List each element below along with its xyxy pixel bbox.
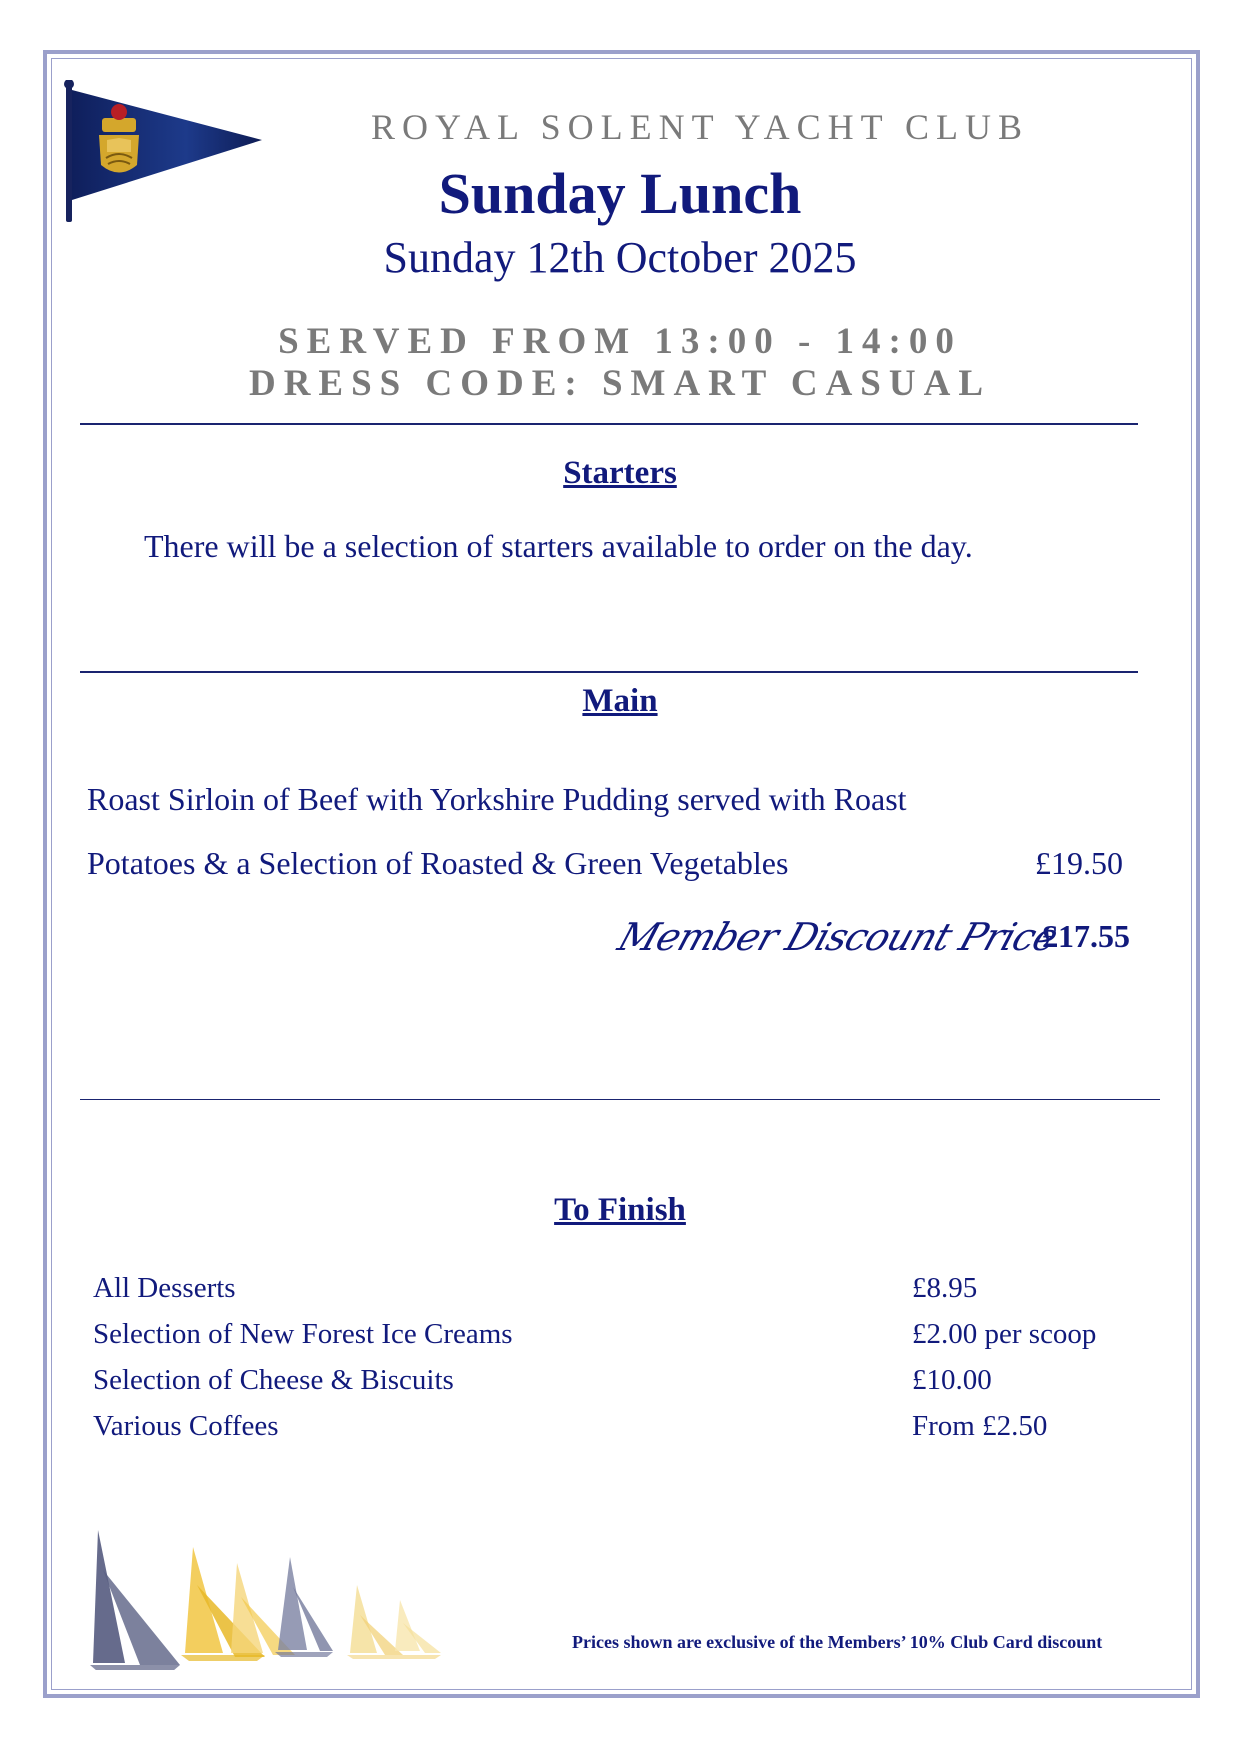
starters-description: There will be a selection of starters available to order on the day.: [144, 528, 973, 564]
dessert-item-name: Selection of Cheese & Biscuits: [93, 1364, 454, 1396]
main-dish-line-1: Roast Sirloin of Beef with Yorkshire Pudding served with Roast: [87, 781, 907, 817]
divider: [80, 423, 1138, 425]
sailboats-illustration: [85, 1525, 455, 1670]
member-discount-label: Member Discount Price: [612, 915, 1063, 959]
dessert-item-price: From £2.50: [912, 1410, 1048, 1442]
main-dish-price: £19.50: [1035, 845, 1123, 881]
divider: [80, 1099, 1160, 1100]
club-name: ROYAL SOLENT YACHT CLUB: [370, 107, 1030, 147]
dress-code: DRESS CODE: SMART CASUAL: [248, 363, 992, 404]
page-title: Sunday Lunch: [438, 161, 802, 226]
event-date: Sunday 12th October 2025: [383, 233, 857, 282]
dessert-item-price: £8.95: [912, 1272, 978, 1304]
starters-heading: Starters: [563, 455, 677, 491]
member-discount-price: £17.55: [1042, 918, 1130, 954]
main-dish-line-2: Potatoes & a Selection of Roasted & Green Vegetables: [87, 845, 789, 881]
service-time: SERVED FROM 13:00 - 14:00: [278, 321, 962, 362]
finish-heading: To Finish: [554, 1192, 686, 1228]
dessert-item-price: £2.00 per scoop: [912, 1318, 1097, 1350]
dessert-item-name: Various Coffees: [93, 1410, 279, 1442]
pricing-footnote: Prices shown are exclusive of the Members’ 10% Club Card discount: [572, 1632, 1103, 1652]
divider: [80, 671, 1138, 673]
dessert-item-name: Selection of New Forest Ice Creams: [93, 1318, 513, 1350]
main-heading: Main: [582, 683, 658, 719]
dessert-item-name: All Desserts: [93, 1272, 236, 1304]
dessert-item-price: £10.00: [912, 1364, 992, 1396]
